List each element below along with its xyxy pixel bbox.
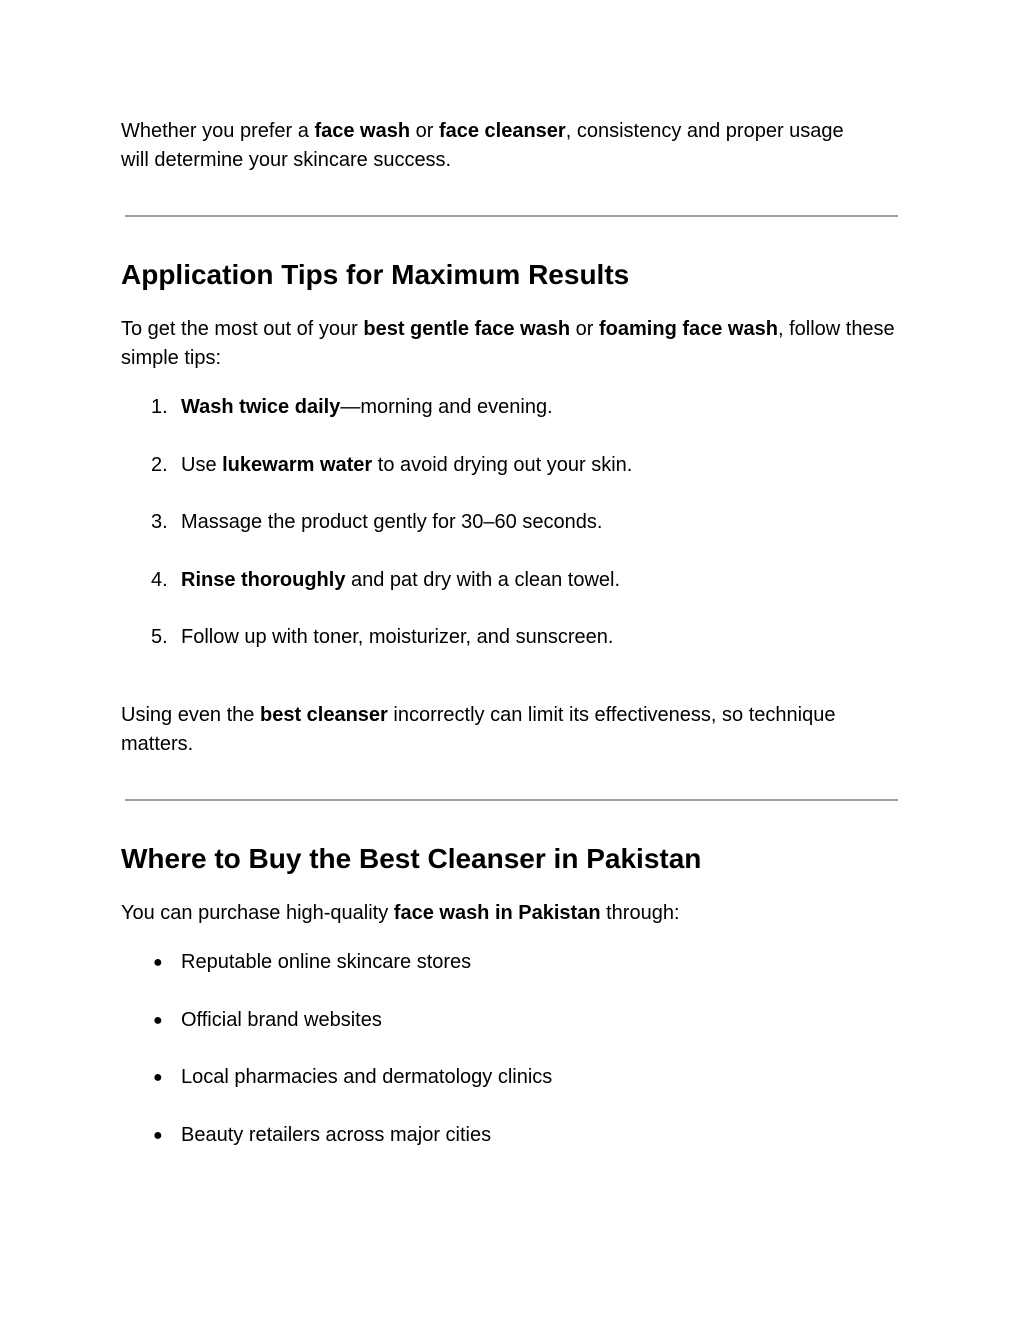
list-item (121, 623, 911, 652)
bold-term: face wash (314, 120, 411, 142)
horizontal-rule (125, 799, 898, 801)
section-heading-where-to-buy: Where to Buy the Best Cleanser in Pakistan (121, 843, 702, 874)
section-heading-application-tips: Application Tips for Maximum Results (121, 259, 630, 290)
text-run: Whether you prefer a (121, 120, 315, 142)
text-run: Follow up with toner, moisturizer, and sunscreen. (181, 626, 614, 648)
list-number: 4. (151, 568, 168, 591)
text-run: You can purchase high-quality (121, 902, 394, 924)
list-item (121, 1006, 911, 1035)
intro-paragraph (121, 117, 861, 175)
text-run: and pat dry with a clean towel. (345, 568, 621, 591)
text-run: to avoid drying out your skin. (372, 453, 633, 476)
list-item (121, 451, 911, 480)
numbered-tips-list (121, 393, 911, 652)
list-number: 2. (151, 453, 168, 476)
text-run: To get the most out of your (121, 318, 364, 340)
list-item (121, 508, 911, 537)
text-run: Reputable online skincare stores (181, 951, 472, 973)
list-item (121, 1063, 911, 1092)
text-run: Using even the (121, 704, 260, 726)
application-tips-lead (121, 315, 911, 373)
text-run: Local pharmacies and dermatology clinics (181, 1066, 553, 1088)
text-run: incorrectly can limit its effectiveness, so technique matters. (121, 704, 836, 755)
text-run: —morning and evening. (340, 396, 553, 418)
horizontal-rule (125, 215, 898, 217)
bold-term: best cleanser (259, 704, 388, 726)
list-number: 5. (151, 626, 168, 648)
bold-term: lukewarm water (222, 453, 373, 476)
list-item (121, 948, 911, 977)
bold-term: foaming face wash (599, 318, 778, 340)
list-item (121, 1121, 911, 1150)
text-run: or (570, 318, 600, 340)
bold-term: face cleanser (438, 120, 566, 142)
bold-term: Rinse thoroughly (181, 568, 346, 591)
text-run: Beauty retailers across major cities (181, 1123, 492, 1146)
bullet-icon: ● (153, 1069, 163, 1086)
text-run: Use (181, 453, 223, 476)
bullet-icon: ● (153, 954, 163, 971)
text-run: Massage the product gently for 30–60 seconds. (181, 511, 603, 533)
where-to-buy-lead (121, 899, 911, 928)
bold-term: face wash in Pakistan (393, 902, 601, 924)
text-run: Official brand websites (181, 1008, 382, 1031)
list-item (121, 566, 911, 595)
text-run: , follow these simple tips: (121, 318, 895, 369)
bullet-icon: ● (153, 1126, 163, 1144)
bold-term: best gentle face wash (363, 318, 571, 340)
bulleted-stores-list (121, 948, 911, 1150)
text-run: or (410, 120, 439, 142)
list-number: 1. (151, 396, 168, 418)
bullet-icon: ● (153, 1011, 163, 1029)
bold-term: Wash twice daily (181, 396, 341, 418)
application-tips-closing (121, 701, 911, 759)
text-run: , consistency and proper usage will determine your skincare success. (121, 120, 844, 171)
list-item (121, 393, 911, 422)
list-number: 3. (151, 511, 168, 533)
document-page (121, 117, 911, 1150)
text-run: through: (600, 902, 680, 924)
